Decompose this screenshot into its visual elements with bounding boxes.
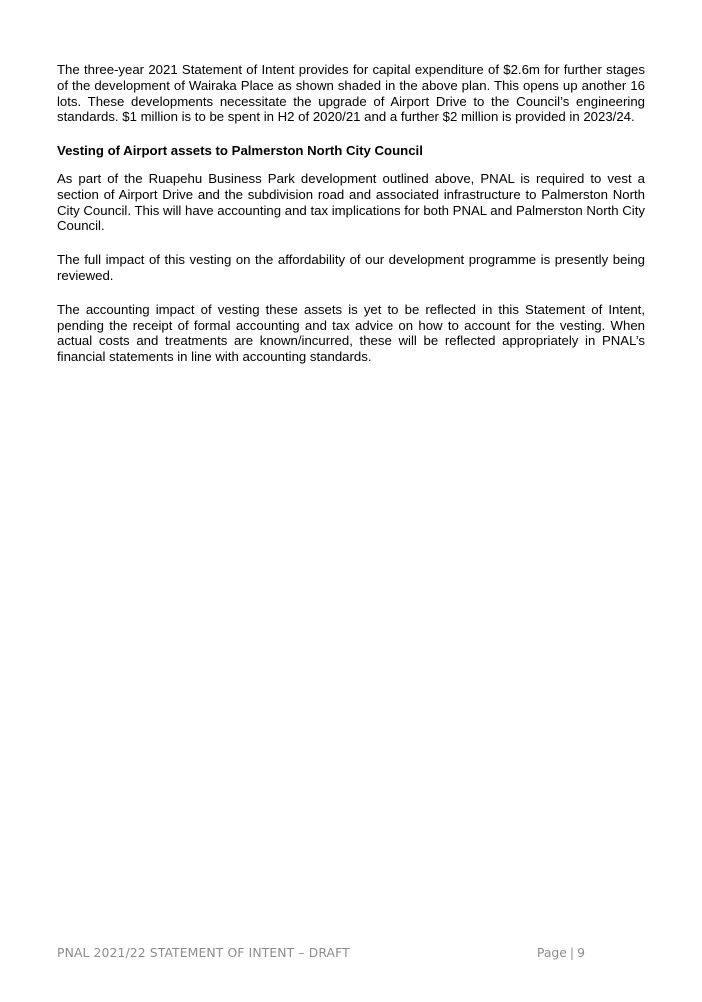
footer-document-title: PNAL 2021/22 STATEMENT OF INTENT – DRAFT [57, 945, 350, 960]
footer-page-number: 9 [577, 945, 585, 960]
footer-page-label: Page [536, 945, 567, 960]
section-heading-vesting: Vesting of Airport assets to Palmerston North City Council [57, 143, 423, 159]
footer-page-indicator [537, 945, 585, 960]
paragraph-vesting-requirement: As part of the Ruapehu Business Park development outlined above, PNAL is required to vest a section of Airport Drive and the subdivision road and associated infrastructure to Palmerston North City Council. This will have accounting and tax implications for both PNAL and Palmerston North City Council. [57, 170, 645, 234]
footer-separator: | [569, 945, 575, 960]
paragraph-impact-review: The full impact of this vesting on the affordability of our development programme is presently being reviewed. [57, 252, 645, 283]
page-footer [57, 945, 585, 963]
page-body [57, 62, 645, 383]
paragraph-capital-expenditure: The three-year 2021 Statement of Intent provides for capital expenditure of $2.6m for further stages of the development of Wairaka Place as shown shaded in the above plan. This opens up another 16 lots. These developments necessitate the upgrade of Airport Drive to the Council’s engineering standards. $1 million is to be spent in H2 of 2020/21 and a further $2 million is provided in 2023/24. [57, 62, 645, 125]
paragraph-accounting-impact: The accounting impact of vesting these assets is yet to be reflected in this Statement of Intent, pending the receipt of formal accounting and tax advice on how to account for the vesting. When actual costs and treatments are known/incurred, these will be reflected appropriately in PNAL’s financial statements in line with accounting standards. [57, 301, 645, 365]
